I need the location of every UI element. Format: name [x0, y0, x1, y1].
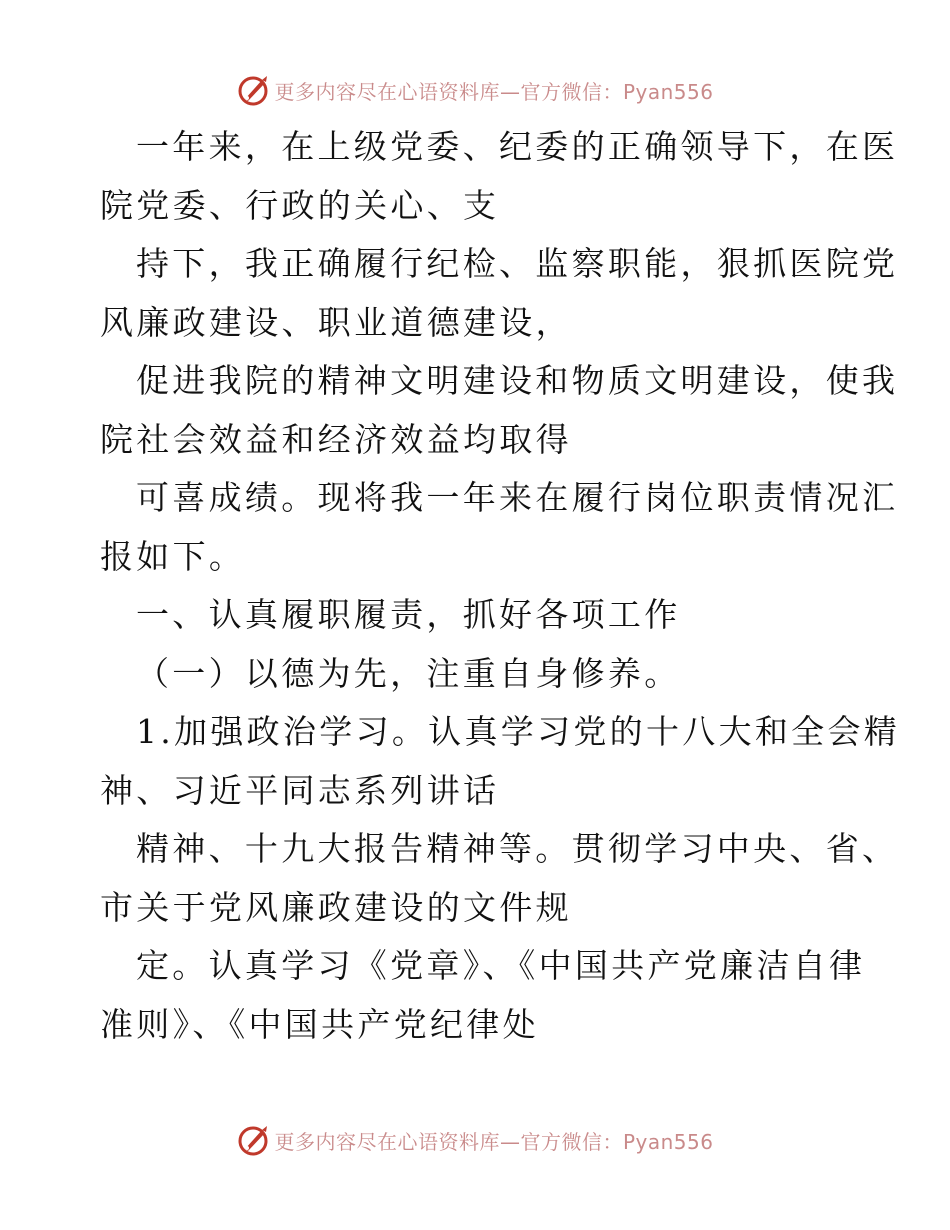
quill-logo-icon [236, 73, 270, 107]
text-line: （一）以德为先，注重自身修养。 [136, 653, 681, 693]
text-line: 市关于党风廉政建设的文件规 [100, 887, 572, 927]
text-line: 准则》、《中国共产党纪律处 [100, 1004, 539, 1044]
footer-banner-text: 更多内容尽在心语资料库—官方微信：Pyan556 [274, 1129, 714, 1154]
document-body [100, 118, 901, 1054]
header-banner-text: 更多内容尽在心语资料库—官方微信：Pyan556 [274, 79, 714, 104]
footer-banner [0, 1120, 950, 1160]
text-line: 院党委、行政的关心、支 [100, 185, 500, 225]
text-line: 持下，我正确履行纪检、监察职能，狠抓医院党 [136, 244, 899, 283]
text-line: 精神、十九大报告精神等。贯彻学习中央、省、 [136, 829, 899, 868]
text-line: 一、认真履职履责，抓好各项工作 [136, 595, 681, 634]
quill-logo-icon [236, 1123, 270, 1157]
header-banner [0, 70, 950, 110]
text-line: 报如下。 [100, 536, 246, 576]
text-line: 促进我院的精神文明建设和物质文明建设，使我 [136, 361, 899, 400]
text-line: 定。认真学习《党章》、《中国共产党廉洁自律 [136, 946, 866, 985]
text-line: 神、习近平同志系列讲话 [100, 770, 500, 810]
text-line: 院社会效益和经济效益均取得 [100, 419, 572, 459]
text-line: 一年来，在上级党委、纪委的正确领导下，在医 [136, 127, 899, 166]
text-line: 1.加强政治学习。认真学习党的十八大和全会精 [136, 712, 901, 751]
text-line: 风廉政建设、职业道德建设， [100, 302, 572, 342]
text-line: 可喜成绩。现将我一年来在履行岗位职责情况汇 [136, 478, 899, 517]
